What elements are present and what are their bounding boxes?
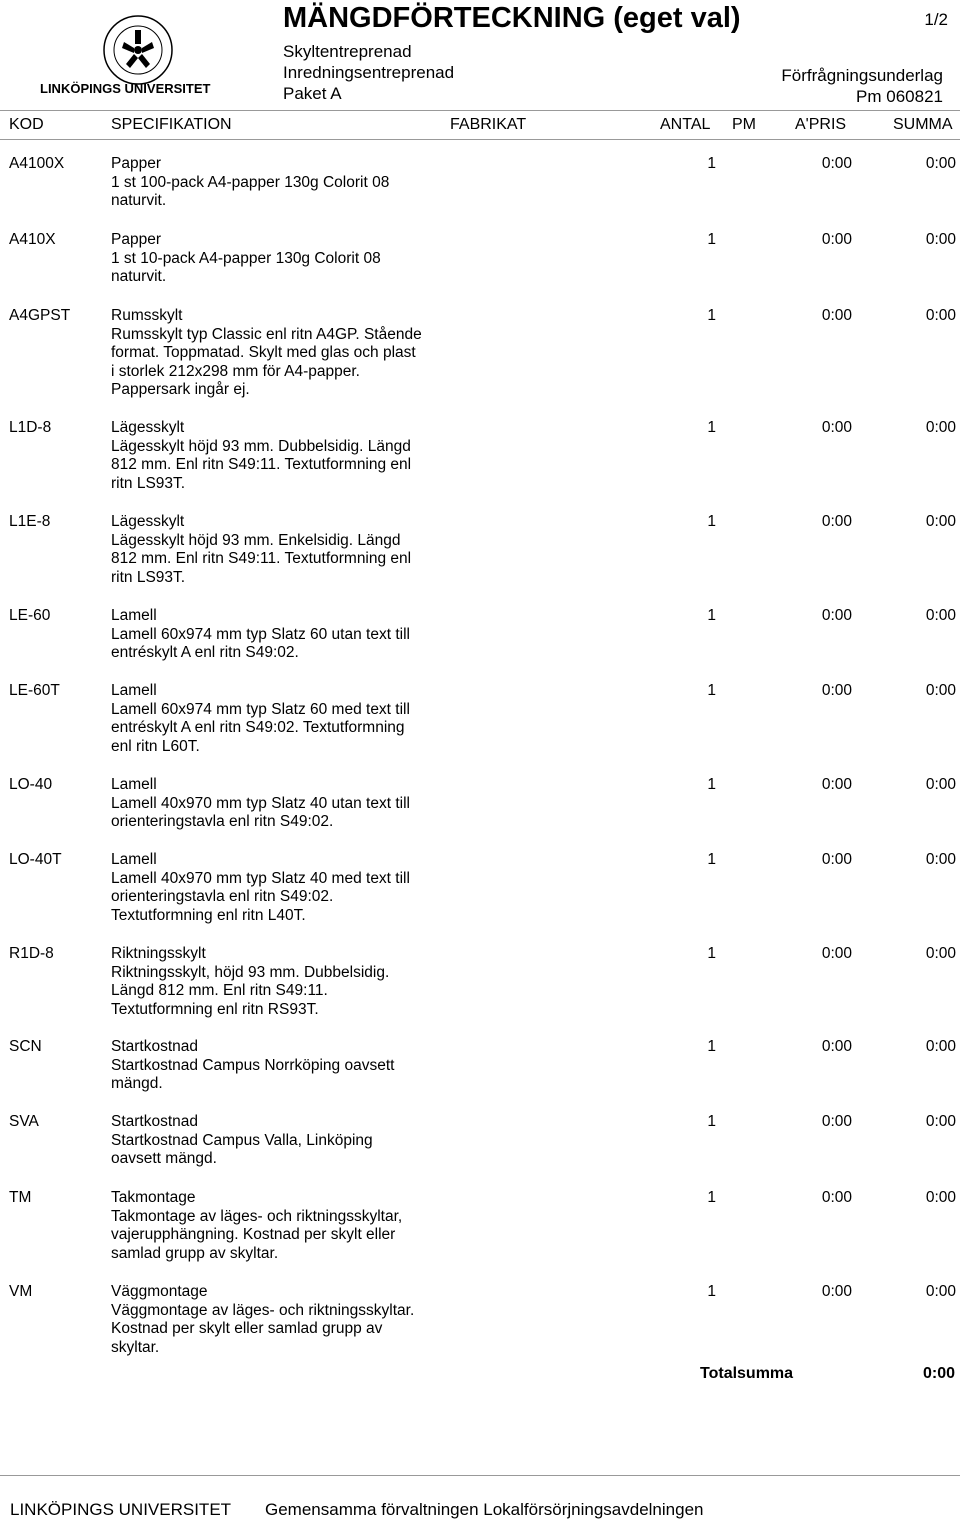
item-unit-price: 0:00 xyxy=(821,776,852,793)
item-description-line: i storlek 212x298 mm för A4-papper. xyxy=(111,362,360,380)
column-header-pm: PM xyxy=(732,116,756,133)
item-quantity: 1 xyxy=(707,851,716,868)
item-code: LE-60T xyxy=(9,682,60,699)
item-name: Lamell xyxy=(111,851,157,868)
column-header-fabrikat: FABRIKAT xyxy=(450,116,527,133)
item-description-line: Textutformning enl ritn RS93T. xyxy=(111,1000,319,1018)
item-unit-price: 0:00 xyxy=(821,231,852,248)
page-number: 1/2 xyxy=(924,10,948,29)
item-code: SVA xyxy=(9,1113,39,1130)
item-sum: 0:00 xyxy=(925,1113,956,1130)
item-description-line: 1 st 100-pack A4-papper 130g Colorit 08 xyxy=(111,173,390,191)
item-code: SCN xyxy=(9,1038,42,1055)
item-unit-price: 0:00 xyxy=(821,1283,852,1300)
document-date: Pm 060821 xyxy=(856,87,943,106)
item-sum: 0:00 xyxy=(925,419,956,436)
item-unit-price: 0:00 xyxy=(821,1113,852,1130)
item-description-line: Lamell 60x974 mm typ Slatz 60 med text till xyxy=(111,700,410,718)
item-quantity: 1 xyxy=(707,607,716,624)
header-divider xyxy=(0,110,960,111)
item-quantity: 1 xyxy=(707,1038,716,1055)
item-description-line: skyltar. xyxy=(111,1338,160,1356)
item-specification xyxy=(111,682,451,756)
item-name: Lägesskylt xyxy=(111,419,185,436)
item-description-line: Lamell 40x970 mm typ Slatz 40 utan text till xyxy=(111,794,410,812)
item-code: VM xyxy=(9,1283,33,1300)
item-code: A4GPST xyxy=(9,307,71,324)
item-quantity: 1 xyxy=(707,419,716,436)
item-description-line: Pappersark ingår ej. xyxy=(111,381,250,398)
item-description-line: Lägesskylt höjd 93 mm. Enkelsidig. Längd xyxy=(111,531,401,549)
item-specification xyxy=(111,607,451,663)
item-name: Lägesskylt xyxy=(111,513,185,530)
item-quantity: 1 xyxy=(707,307,716,324)
item-code: TM xyxy=(9,1189,32,1206)
column-header-divider xyxy=(0,139,960,140)
item-sum: 0:00 xyxy=(925,1189,956,1206)
column-header-specifikation: SPECIFIKATION xyxy=(111,116,232,133)
item-sum: 0:00 xyxy=(925,155,956,172)
footer-divider xyxy=(0,1475,960,1476)
item-unit-price: 0:00 xyxy=(821,419,852,436)
subtitle-line-3: Paket A xyxy=(283,84,342,103)
item-description-line: Textutformning enl ritn L40T. xyxy=(111,906,306,924)
item-quantity: 1 xyxy=(707,776,716,793)
item-description-line: 812 mm. Enl ritn S49:11. Textutformning enl xyxy=(111,550,412,567)
item-description-line: ritn LS93T. xyxy=(111,474,186,492)
item-name: Väggmontage xyxy=(111,1283,208,1300)
item-description-line: orienteringstavla enl ritn S49:02. xyxy=(111,813,334,830)
item-unit-price: 0:00 xyxy=(821,513,852,530)
item-unit-price: 0:00 xyxy=(821,1038,852,1055)
item-description-line: 1 st 10-pack A4-papper 130g Colorit 08 xyxy=(111,249,381,267)
item-sum: 0:00 xyxy=(925,1283,956,1300)
item-code: LO-40 xyxy=(9,776,53,793)
item-specification xyxy=(111,307,451,400)
item-name: Riktningsskylt xyxy=(111,945,206,962)
item-quantity: 1 xyxy=(707,945,716,962)
document-title: MÄNGDFÖRTECKNING (eget val) xyxy=(283,2,741,34)
item-description-line: Lamell 40x970 mm typ Slatz 40 med text till xyxy=(111,869,410,887)
footer-department: Gemensamma förvaltningen Lokalförsörjningsavdelningen xyxy=(265,1500,704,1519)
item-unit-price: 0:00 xyxy=(821,851,852,868)
item-code: L1D-8 xyxy=(9,419,52,436)
item-sum: 0:00 xyxy=(925,1038,956,1055)
university-logo xyxy=(40,10,230,98)
item-code: LO-40T xyxy=(9,851,62,868)
item-unit-price: 0:00 xyxy=(821,307,852,324)
item-quantity: 1 xyxy=(707,1189,716,1206)
item-sum: 0:00 xyxy=(925,607,956,624)
item-description-line: format. Toppmatad. Skylt med glas och plast xyxy=(111,344,416,361)
total-value: 0:00 xyxy=(922,1365,955,1382)
column-header-antal: ANTAL xyxy=(660,116,711,133)
item-specification xyxy=(111,776,451,832)
item-specification xyxy=(111,513,451,587)
item-sum: 0:00 xyxy=(925,231,956,248)
item-specification xyxy=(111,1283,451,1357)
item-description-line: entréskylt A enl ritn S49:02. xyxy=(111,644,299,661)
item-description-line: Rumsskylt typ Classic enl ritn A4GP. Stående xyxy=(111,325,422,343)
item-sum: 0:00 xyxy=(925,945,956,962)
item-description-line: Startkostnad Campus Norrköping oavsett xyxy=(111,1056,395,1074)
item-description-line: Takmontage av läges- och riktningsskyltar, xyxy=(111,1207,403,1225)
item-name: Lamell xyxy=(111,682,157,699)
item-quantity: 1 xyxy=(707,682,716,699)
item-specification xyxy=(111,419,451,493)
item-unit-price: 0:00 xyxy=(821,1189,852,1206)
item-quantity: 1 xyxy=(707,155,716,172)
item-description-line: Riktningsskylt, höjd 93 mm. Dubbelsidig. xyxy=(111,963,390,981)
footer-org: LINKÖPINGS UNIVERSITET xyxy=(10,1500,232,1519)
item-specification xyxy=(111,1189,451,1263)
item-description-line: Väggmontage av läges- och riktningsskyltar. xyxy=(111,1301,415,1319)
item-unit-price: 0:00 xyxy=(821,155,852,172)
item-quantity: 1 xyxy=(707,231,716,248)
document-type: Förfrågningsunderlag xyxy=(781,66,943,85)
item-code: A410X xyxy=(9,231,56,248)
column-header-apris: A'PRIS xyxy=(795,116,847,133)
item-unit-price: 0:00 xyxy=(821,607,852,624)
item-description-line: vajerupphängning. Kostnad per skylt eller xyxy=(111,1226,396,1243)
item-name: Papper xyxy=(111,155,161,172)
item-name: Papper xyxy=(111,231,161,248)
item-description-line: mängd. xyxy=(111,1075,163,1092)
item-quantity: 1 xyxy=(707,1283,716,1300)
column-header-summa: SUMMA xyxy=(893,116,953,133)
item-sum: 0:00 xyxy=(925,307,956,324)
item-specification xyxy=(111,1038,451,1094)
item-description-line: enl ritn L60T. xyxy=(111,737,200,755)
item-code: R1D-8 xyxy=(9,945,54,962)
item-description-line: orienteringstavla enl ritn S49:02. xyxy=(111,888,334,905)
item-name: Rumsskylt xyxy=(111,307,183,324)
item-description-line: naturvit. xyxy=(111,268,167,285)
item-specification xyxy=(111,851,451,925)
item-quantity: 1 xyxy=(707,1113,716,1130)
item-name: Lamell xyxy=(111,776,157,793)
item-specification xyxy=(111,1113,451,1169)
item-code: LE-60 xyxy=(9,607,51,624)
logo-wordmark: LINKÖPINGS UNIVERSITET xyxy=(40,81,211,96)
item-description-line: ritn LS93T. xyxy=(111,568,186,586)
item-name: Startkostnad xyxy=(111,1038,199,1055)
item-description-line: Kostnad per skylt eller samlad grupp av xyxy=(111,1320,383,1337)
subtitle-line-2: Inredningsentreprenad xyxy=(283,63,455,82)
item-sum: 0:00 xyxy=(925,851,956,868)
item-specification xyxy=(111,231,451,287)
subtitle-line-1: Skyltentreprenad xyxy=(283,42,412,61)
item-name: Startkostnad xyxy=(111,1113,199,1130)
item-specification xyxy=(111,945,451,1019)
total-label: Totalsumma xyxy=(700,1365,794,1382)
item-name: Lamell xyxy=(111,607,157,624)
item-sum: 0:00 xyxy=(925,682,956,699)
item-description-line: oavsett mängd. xyxy=(111,1150,217,1167)
item-code: L1E-8 xyxy=(9,513,51,530)
item-description-line: entréskylt A enl ritn S49:02. Textutformning xyxy=(111,719,405,736)
column-header-kod: KOD xyxy=(9,116,44,133)
item-specification xyxy=(111,155,451,211)
item-description-line: Längd 812 mm. Enl ritn S49:11. xyxy=(111,982,328,999)
item-description-line: 812 mm. Enl ritn S49:11. Textutformning enl xyxy=(111,456,412,473)
item-code: A4100X xyxy=(9,155,65,172)
item-unit-price: 0:00 xyxy=(821,682,852,699)
item-name: Takmontage xyxy=(111,1189,196,1206)
item-sum: 0:00 xyxy=(925,513,956,530)
item-sum: 0:00 xyxy=(925,776,956,793)
item-quantity: 1 xyxy=(707,513,716,530)
item-description-line: naturvit. xyxy=(111,192,167,209)
item-description-line: Lägesskylt höjd 93 mm. Dubbelsidig. Längd xyxy=(111,437,411,455)
item-description-line: Startkostnad Campus Valla, Linköping xyxy=(111,1131,373,1149)
item-unit-price: 0:00 xyxy=(821,945,852,962)
item-description-line: samlad grupp av skyltar. xyxy=(111,1244,279,1262)
item-description-line: Lamell 60x974 mm typ Slatz 60 utan text till xyxy=(111,625,410,643)
